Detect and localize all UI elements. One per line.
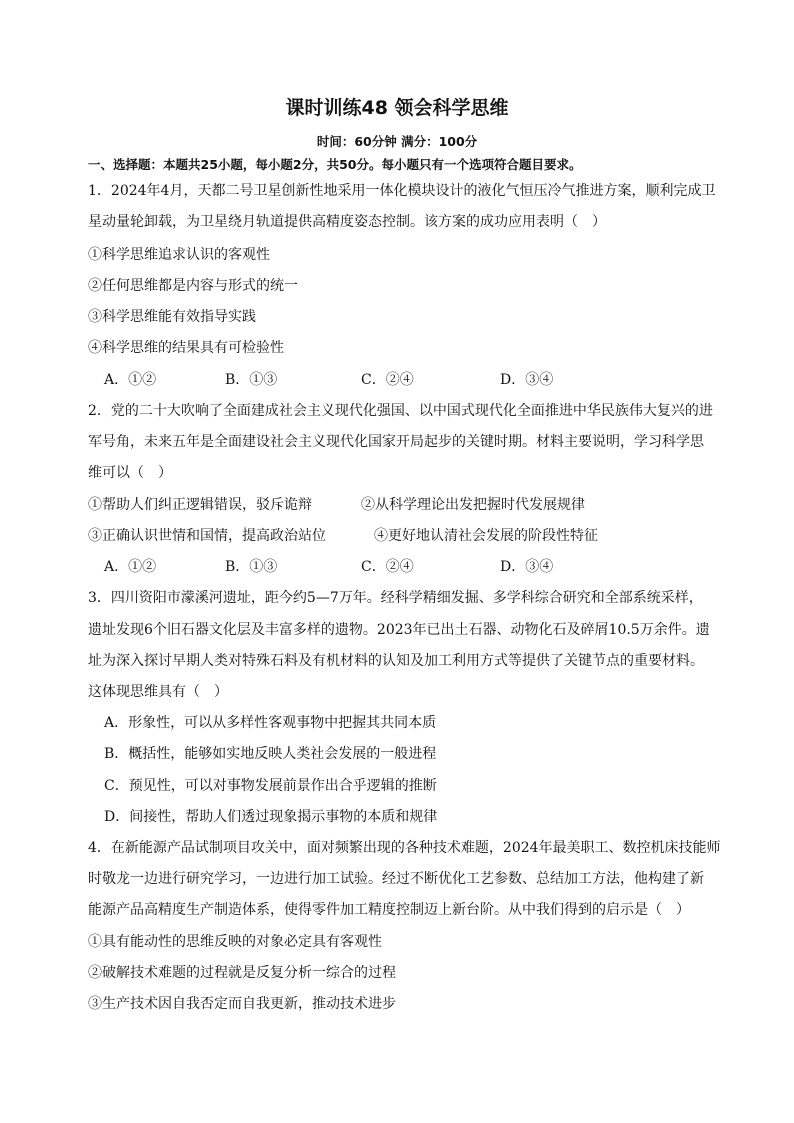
q2-option-b: B．①③ <box>225 559 278 575</box>
q1-stem-line: 星动量轮卸载，为卫星绕月轨道提供高精度姿态控制。该方案的成功应用表明（ ） <box>88 214 606 230</box>
q3-stem-line: 3．四川资阳市濛溪河遗址，距今约5—7万年。经科学精细发掘、多学科综合研究和全部系统采样， <box>88 590 703 606</box>
q3-stem-line: 遗址发现6个旧石器文化层及丰富多样的遗物。2023年已出土石器、动物化石及碎屑10.5万余件。遗 <box>88 622 710 638</box>
q2-statement-1: ①帮助人们纠正逻辑错误，驳斥诡辩 <box>88 497 312 513</box>
q2-statement-2: ②从科学理论出发把握时代发展规律 <box>361 497 585 513</box>
q2-statement-3: ③正确认识世情和国情，提高政治站位 <box>88 528 326 544</box>
q2-option-a: A．①② <box>104 559 157 575</box>
q4-statement-2: ②破解技术难题的过程就是反复分析一综合的过程 <box>88 965 396 981</box>
q3-option-d: D．间接性，帮助人们透过现象揭示事物的本质和规律 <box>104 809 438 825</box>
q2-stem-line: 2．党的二十大吹响了全面建成社会主义现代化强国、以中国式现代化全面推进中华民族伟大复兴的进 <box>88 403 713 419</box>
q3-option-c: C．预见性，可以对事物发展前景作出合乎逻辑的推断 <box>104 778 437 794</box>
exam-meta: 时间：60分钟 满分：100分 <box>316 134 478 149</box>
section-heading: 一、选择题：本题共25小题，每小题2分，共50分。每小题只有一个选项符合题目要求。 <box>88 157 582 172</box>
q1-option-d: D．③④ <box>500 372 554 388</box>
q3-stem-line: 址为深入探讨早期人类对特殊石料及有机材料的认知及加工利用方式等提供了关键节点的重要材料。 <box>88 653 704 669</box>
q2-statement-4: ④更好地认清社会发展的阶段性特征 <box>374 528 598 544</box>
q1-stem-line: 1．2024年4月，天都二号卫星创新性地采用一体化模块设计的液化气恒压冷气推进方案，顺利完成卫 <box>88 183 716 199</box>
q3-stem-line: 这体现思维具有（ ） <box>88 684 228 700</box>
q3-option-a: A．形象性，可以从多样性客观事物中把握其共同本质 <box>104 715 437 731</box>
q1-statement-4: ④科学思维的结果具有可检验性 <box>88 340 284 356</box>
q1-option-b: B．①③ <box>225 372 278 388</box>
q1-statement-1: ①科学思维追求认识的客观性 <box>88 247 270 263</box>
q1-statement-3: ③科学思维能有效指导实践 <box>88 309 256 325</box>
q2-option-d: D．③④ <box>500 559 554 575</box>
q4-stem-line: 4．在新能源产品试制项目攻关中，面对频繁出现的各种技术难题，2024年最美职工、数控机床技能师 <box>88 840 721 856</box>
q4-statement-1: ①具有能动性的思维反映的对象必定具有客观性 <box>88 934 382 950</box>
page-title: 课时训练48 领会科学思维 <box>285 97 509 119</box>
q3-option-b: B．概括性，能够如实地反映人类社会发展的一般进程 <box>104 746 437 762</box>
q4-stem-line: 能源产品高精度生产制造体系，使得零件加工精度控制迈上新台阶。从中我们得到的启示是（ ） <box>88 902 690 918</box>
q2-option-c: C．②④ <box>361 559 414 575</box>
q4-statement-3: ③生产技术因自我否定而自我更新，推动技术进步 <box>88 996 396 1012</box>
q1-option-a: A．①② <box>104 372 157 388</box>
q1-option-c: C．②④ <box>361 372 414 388</box>
q1-statement-2: ②任何思维都是内容与形式的统一 <box>88 278 298 294</box>
q2-stem-line: 维可以（ ） <box>88 465 172 481</box>
q2-stem-line: 军号角，未来五年是全面建设社会主义现代化国家开局起步的关键时期。材料主要说明，学习科学思 <box>88 434 704 450</box>
q4-stem-line: 时敬龙一边进行研究学习，一边进行加工试验。经过不断优化工艺参数、总结加工方法，他构建了新 <box>88 871 704 887</box>
